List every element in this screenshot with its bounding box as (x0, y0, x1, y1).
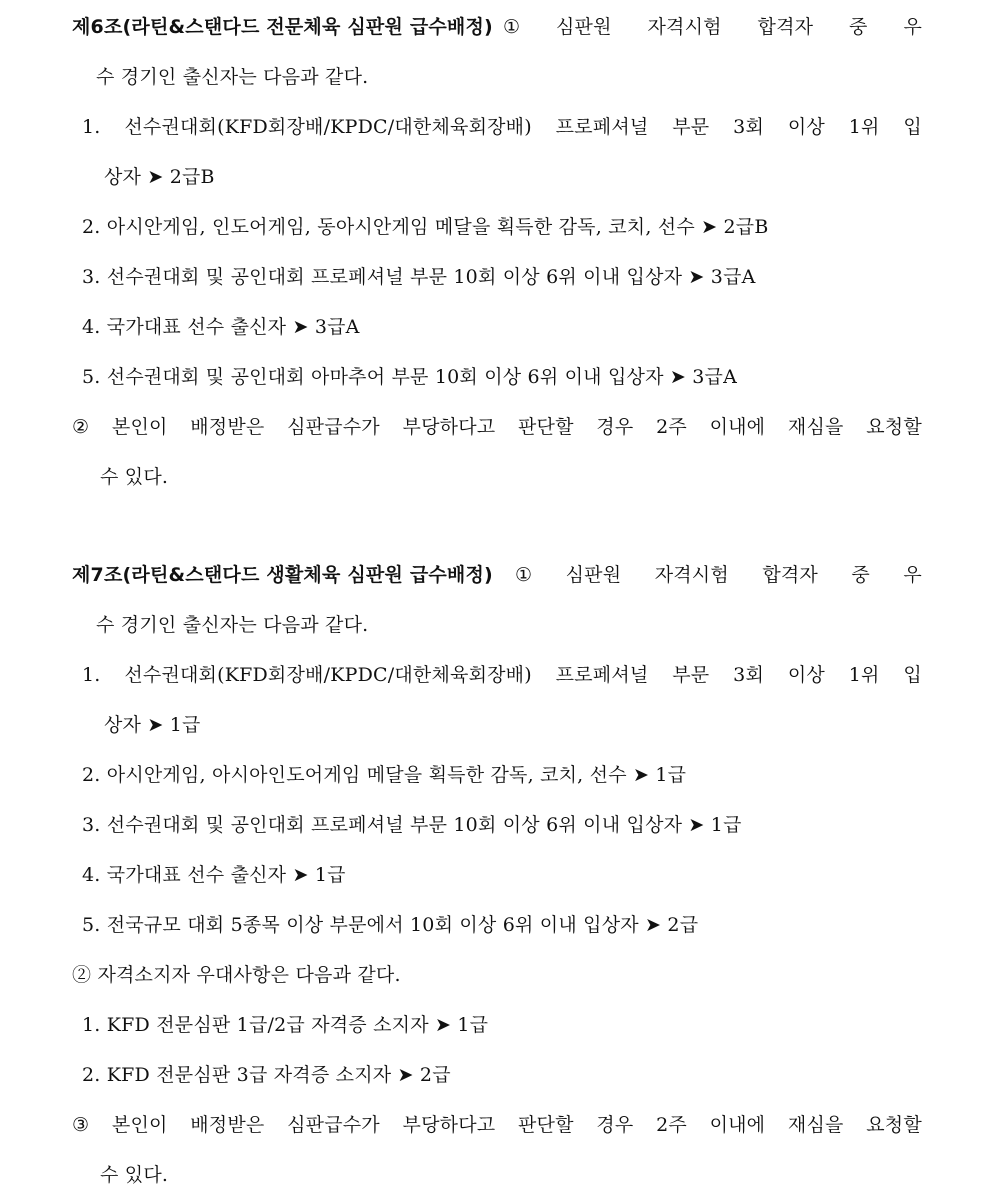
text-word: 3회 (733, 664, 765, 686)
text-word: 배정받은 (190, 416, 265, 438)
text-word: 판단할 (517, 416, 574, 438)
text-word: 본인이 (111, 416, 168, 438)
article7-item2: 2. 아시안게임, 아시아인도어게임 메달을 획득한 감독, 코치, 선수 ➤ 1급 (82, 764, 687, 786)
text-word: 선수권대회(KFD회장배/KPDC/대한체육회장배) (124, 664, 532, 686)
text-word: 우 (903, 564, 922, 586)
text-word: 판단할 (517, 1114, 574, 1136)
article7-item4: 4. 국가대표 선수 출신자 ➤ 1급 (82, 864, 346, 886)
text-word: 요청할 (866, 1114, 922, 1136)
text-word: 경우 (596, 416, 634, 438)
text-word: 본인이 (111, 1114, 168, 1136)
article6-item1-line2: 상자 ➤ 2급B (104, 166, 215, 188)
text-word: 합격자 (762, 564, 818, 586)
text-word: 심판원 (565, 564, 622, 586)
text-word: 입 (903, 664, 922, 686)
text-word: 재심을 (787, 1114, 844, 1136)
text-word: 요청할 (866, 416, 922, 438)
article6-item4: 4. 국가대표 선수 출신자 ➤ 3급A (82, 316, 360, 338)
text-word: 이상 (787, 116, 825, 138)
article7-intro-rest (515, 560, 922, 590)
text-word: 배정받은 (190, 1114, 265, 1136)
text-word: 중 (849, 16, 868, 38)
text-word: 부문 (672, 664, 710, 686)
text-word: 이내에 (709, 416, 766, 438)
text-word: 합격자 (757, 16, 814, 38)
article7-para3-line2: 수 있다. (100, 1164, 169, 1186)
article6-heading: 제6조(라틴&스탠다드 전문체육 심판원 급수배정) (72, 16, 493, 38)
text-word: 1위 (848, 664, 880, 686)
article7-intro-continuation: 수 경기인 출신자는 다음과 같다. (96, 614, 369, 636)
text-word: 2주 (656, 416, 687, 438)
article7-heading: 제7조(라틴&스탠다드 생활체육 심판원 급수배정) (72, 564, 493, 586)
article6-item3: 3. 선수권대회 및 공인대회 프로페셔널 부문 10회 이상 6위 이내 입상자 ➤ 3급A (82, 266, 756, 288)
article7-item3: 3. 선수권대회 및 공인대회 프로페셔널 부문 10회 이상 6위 이내 입상자 ➤ 1급 (82, 814, 742, 836)
article6-intro-continuation: 수 경기인 출신자는 다음과 같다. (96, 66, 369, 88)
text-word: 부당하다고 (402, 1114, 496, 1136)
text-word: 심판급수가 (287, 1114, 380, 1136)
article6-item2: 2. 아시안게임, 인도어게임, 동아시안게임 메달을 획득한 감독, 코치, 선수 ➤ 2급B (82, 216, 769, 238)
text-word: 선수권대회(KFD회장배/KPDC/대한체육회장배) (124, 116, 532, 138)
article7-para2-item1: 1. KFD 전문심판 1급/2급 자격증 소지자 ➤ 1급 (82, 1014, 489, 1036)
article7-para3-line1 (72, 1110, 922, 1140)
text-word: 부문 (672, 116, 710, 138)
text-word: 재심을 (787, 416, 844, 438)
article6-item1-line1 (82, 112, 922, 142)
text-word: 심판원 (556, 16, 612, 38)
article7-item5: 5. 전국규모 대회 5종목 이상 부문에서 10회 이상 6위 이내 입상자 ➤ 2급 (82, 914, 699, 936)
text-word: 중 (851, 564, 870, 586)
text-word: 자격시험 (654, 564, 729, 586)
text-word: 심판급수가 (287, 416, 380, 438)
article6-intro-rest (503, 12, 922, 42)
article7-item1-line1 (82, 660, 922, 690)
text-word: 입 (903, 116, 922, 138)
text-word: 1. (82, 664, 101, 686)
text-word: 2주 (656, 1114, 687, 1136)
text-word: ① (502, 16, 521, 38)
text-word: 경우 (596, 1114, 634, 1136)
text-word: 3회 (733, 116, 765, 138)
text-word: 1위 (848, 116, 880, 138)
text-word: 자격시험 (647, 16, 722, 38)
text-word: ③ (72, 1114, 90, 1136)
text-word: ② (72, 416, 90, 438)
article7-first-line (72, 560, 922, 590)
text-word: ① (514, 564, 533, 586)
article6-para2-line2: 수 있다. (100, 466, 169, 488)
article6-para2-line1 (72, 412, 922, 442)
article7-item1-line2: 상자 ➤ 1급 (104, 714, 201, 736)
text-word: 이상 (787, 664, 825, 686)
article7-para2: ② 자격소지자 우대사항은 다음과 같다. (72, 964, 401, 986)
article6-item5: 5. 선수권대회 및 공인대회 아마추어 부문 10회 이상 6위 이내 입상자 ➤ 3급A (82, 366, 738, 388)
text-word: 프로페셔널 (555, 664, 649, 686)
text-word: 이내에 (709, 1114, 766, 1136)
article7-para2-item2: 2. KFD 전문심판 3급 자격증 소지자 ➤ 2급 (82, 1064, 451, 1086)
text-word: 우 (903, 16, 922, 38)
text-word: 1. (82, 116, 101, 138)
text-word: 프로페셔널 (555, 116, 649, 138)
text-word: 부당하다고 (402, 416, 496, 438)
article6-first-line (72, 12, 922, 42)
